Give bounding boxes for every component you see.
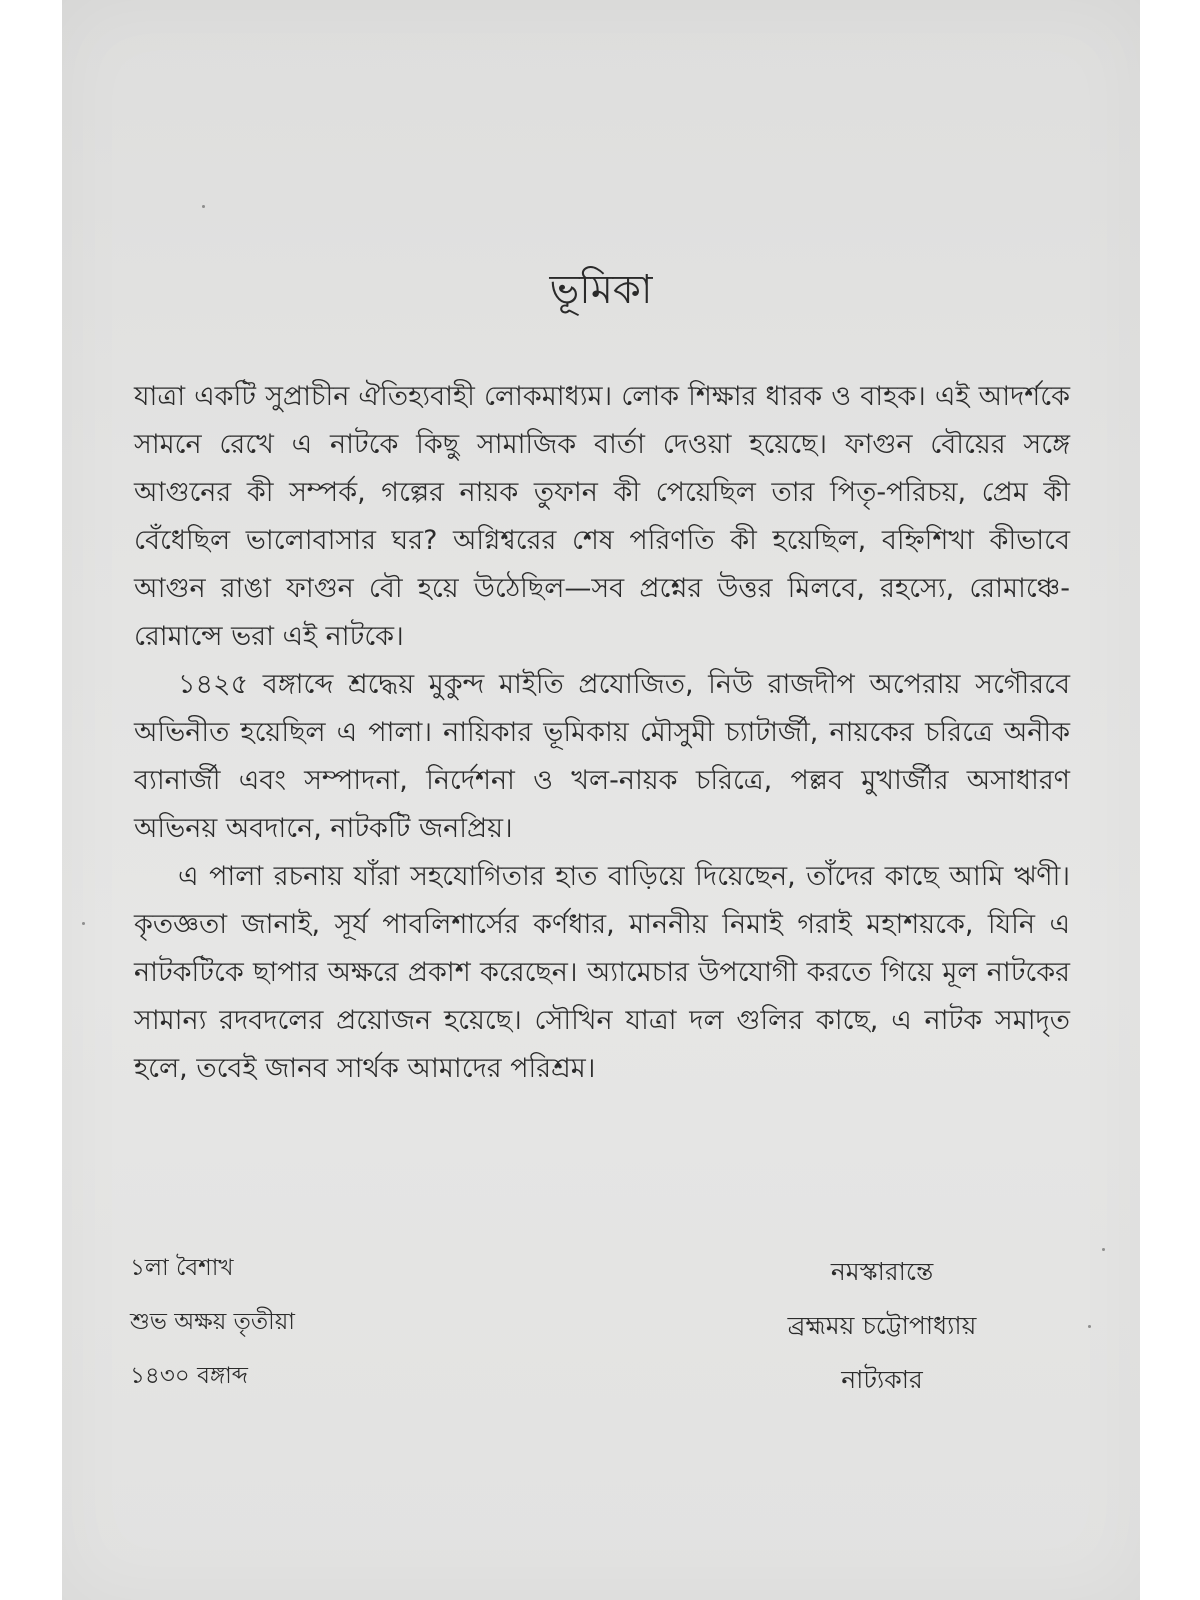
- book-page: [62, 0, 1140, 1600]
- signature-block: [732, 1252, 1032, 1414]
- paragraph-2: ১৪২৫ বঙ্গাব্দে শ্রদ্ধেয় মুকুন্দ মাইতি প্রযোজিত, নিউ রাজদীপ অপেরায় সগৌরবে অভিনীত হয়েছিল এ পালা। নায়িকার ভূমিকায় মৌসুমী চ্যাটার্জী, নায়কের চরিত্রে অনীক ব্যানার্জী এবং সম্পাদনা, নির্দেশনা ও খল-নায়ক চরিত্রে, পল্লব মুখার্জীর অসাধারণ অভিনয় অবদানে, নাটকটি জনপ্রিয়।: [134, 669, 1070, 844]
- salutation: নমস্কারান্তে: [830, 1257, 934, 1286]
- paper-speck: [82, 922, 85, 925]
- author-name: ব্রহ্মময় চট্টোপাধ্যায়: [787, 1311, 977, 1340]
- date-line-day: ১লা বৈশাখ: [130, 1255, 234, 1281]
- date-block: [130, 1248, 295, 1410]
- page-title: ভূমিকা: [549, 267, 653, 313]
- preface-body: [134, 373, 1070, 1093]
- paragraph-3: এ পালা রচনায় যাঁরা সহযোগিতার হাত বাড়িয়ে দিয়েছেন, তাঁদের কাছে আমি ঋণী। কৃতজ্ঞতা জানাই, সূর্য পাবলিশার্সের কর্ণধার, মাননীয় নিমাই গরাই মহাশয়কে, যিনি এ নাটকটিকে ছাপার অক্ষরে প্রকাশ করেছেন। অ্যামেচার উপযোগী করতে গিয়ে মূল নাটকের সামান্য রদবদলের প্রয়োজন হয়েছে। সৌখিন যাত্রা দল গুলির কাছে, এ নাটক সমাদৃত হলে, তবেই জানব সার্থক আমাদের পরিশ্রম।: [134, 861, 1070, 1084]
- paper-speck: [202, 205, 205, 208]
- paragraph-1: যাত্রা একটি সুপ্রাচীন ঐতিহ্যবাহী লোকমাধ্যম। লোক শিক্ষার ধারক ও বাহক। এই আদর্শকে সামনে রেখে এ নাটকে কিছু সামাজিক বার্তা দেওয়া হয়েছে। ফাগুন বৌয়ের সঙ্গে আগুনের কী সম্পর্ক, গল্পের নায়ক তুফান কী পেয়েছিল তার পিতৃ-পরিচয়, প্রেম কী বেঁধেছিল ভালোবাসার ঘর? অগ্নিশ্বরের শেষ পরিণতি কী হয়েছিল, বহ্নিশিখা কীভাবে আগুন রাঙা ফাগুন বৌ হয়ে উঠেছিল—সব প্রশ্নের উত্তর মিলবে, রহস্যে, রোমাঞ্চে-রোমান্সে ভরা এই নাটকে।: [134, 381, 1070, 652]
- date-line-occasion: শুভ অক্ষয় তৃতীয়া: [130, 1309, 295, 1335]
- paper-speck: [1088, 1325, 1091, 1328]
- date-line-year: ১৪৩০ বঙ্গাব্দ: [130, 1363, 248, 1389]
- paper-speck: [1102, 1248, 1105, 1251]
- author-role: নাট্যকার: [841, 1365, 923, 1394]
